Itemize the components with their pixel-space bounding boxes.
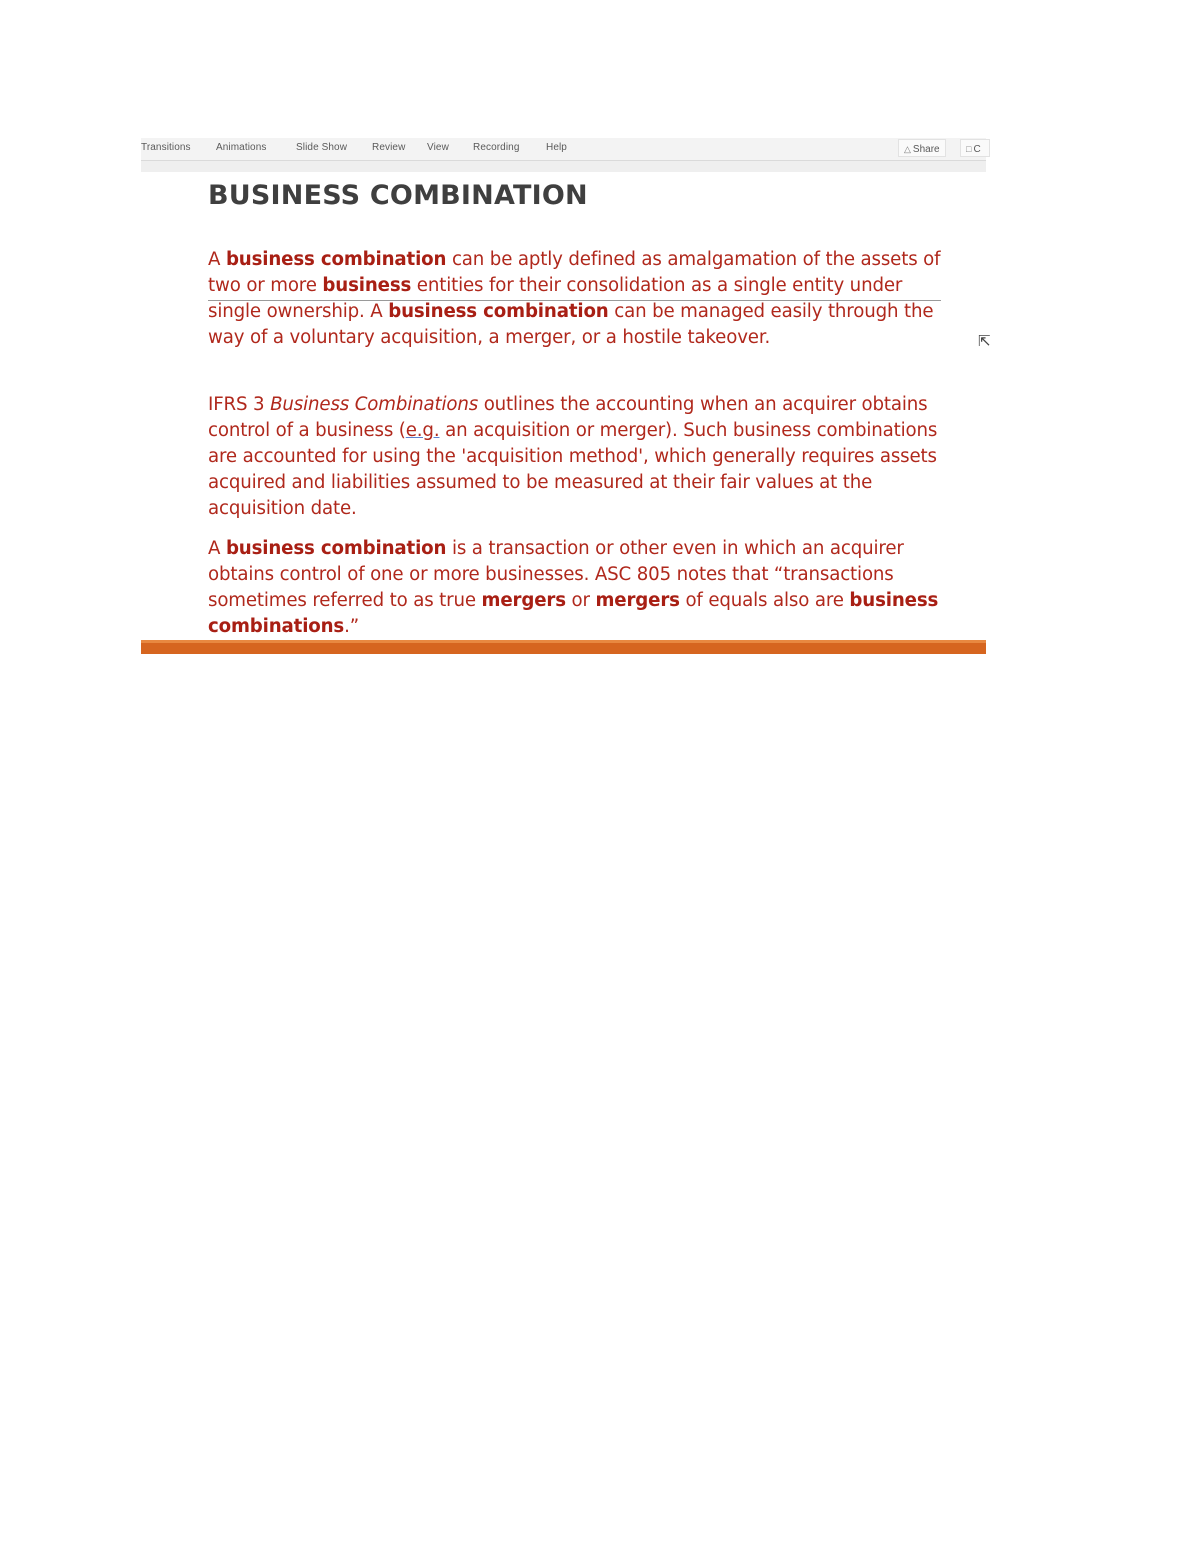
share-icon: △ [904,144,911,154]
bold-term: business combinations [208,590,939,637]
slide-screenshot [141,138,991,654]
abbreviation: e.g. [405,420,440,441]
share-button[interactable] [898,139,946,157]
italic-term: Business Combinations [270,394,479,415]
bold-term: business combination [225,249,447,270]
ribbon-tab-bar [141,138,986,161]
slide-accent-bar [141,640,986,654]
paragraph-definition [208,247,948,351]
bold-term: mergers [595,590,680,611]
mouse-cursor-icon: ⇱ [978,332,991,350]
text-run: an acquisition or merger). Such business combinations are accounted for using the 'acquisition method', which generally requires assets acquired and liabilities assumed to be measured at their fair values at the acquisition date. [208,420,938,519]
comments-label: C [973,144,981,155]
paragraph-ifrs3 [208,392,948,522]
text-run: IFRS 3 [208,394,271,415]
paragraph-asc805 [208,536,948,640]
text-run: can be aptly defined as amalgamation of the assets of two or more [208,249,941,296]
bold-term: business combination [388,301,609,322]
slide-title: BUSINESS COMBINATION [208,180,588,211]
text-run: A [208,538,226,559]
text-run: outlines the accounting when an acquirer obtains control of a business ( [208,394,928,441]
tab-animations[interactable]: Animations [216,142,267,153]
text-run: is a transaction or other even in which an acquirer obtains control of one or more businesses. ASC 805 notes that “transactions sometimes referred to as true [208,538,904,611]
comment-icon: □ [966,144,972,154]
bold-term: business [322,275,412,296]
tab-slide-show[interactable]: Slide Show [296,142,348,153]
tab-help[interactable]: Help [546,142,567,153]
share-label: Share [912,144,940,155]
tab-review[interactable]: Review [372,142,406,153]
text-run: .” [344,616,360,637]
ribbon-divider-band [141,161,986,172]
comments-button[interactable] [960,139,990,157]
bold-term: business combination [225,538,447,559]
text-run: of equals also are [679,590,850,611]
tab-recording[interactable]: Recording [473,142,520,153]
text-run: entities for their consolidation as a single entity under single ownership. A [208,275,903,322]
text-run: A [208,249,226,270]
text-run: or [565,590,596,611]
bold-term: mergers [481,590,566,611]
text-underline-rule [208,300,941,301]
tab-transitions[interactable]: Transitions [141,142,191,153]
tab-view[interactable]: View [427,142,449,153]
text-run: can be managed easily through the way of a voluntary acquisition, a merger, or a hostile takeover. [208,301,934,348]
